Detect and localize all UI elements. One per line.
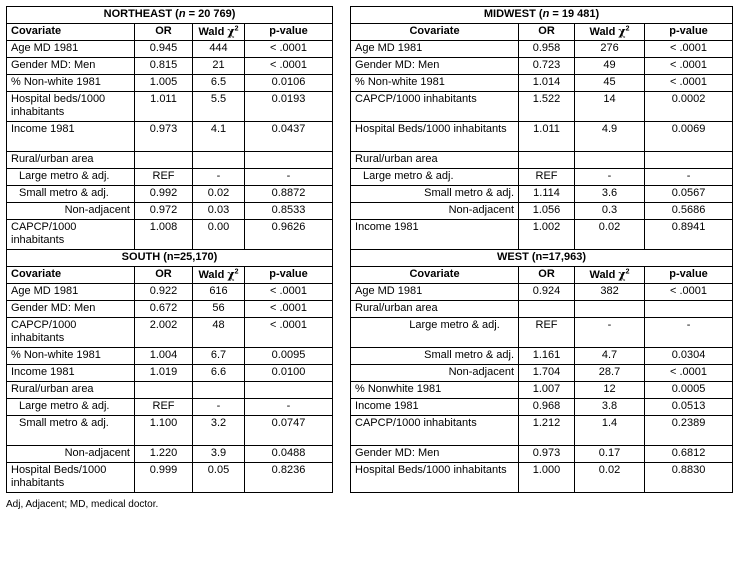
column-gap [333, 220, 351, 250]
midwest-wald-cell: - [575, 169, 645, 186]
west-or-cell: 1.007 [519, 382, 575, 399]
header-covariate: Covariate [7, 267, 135, 284]
chi-superscript: 2 [234, 25, 239, 33]
west-or-cell: 1.704 [519, 365, 575, 382]
chi-symbol: χ [618, 25, 626, 38]
west-or-cell [519, 301, 575, 318]
midwest-wald-cell: 49 [575, 58, 645, 75]
south-covariate-cell: Rural/urban area [7, 382, 135, 399]
column-gap [333, 463, 351, 493]
northeast-or-cell: 0.945 [135, 41, 193, 58]
west-covariate-cell: Rural/urban area [351, 301, 519, 318]
west-wald-cell: 382 [575, 284, 645, 301]
west-covariate-cell: Non-adjacent [351, 365, 519, 382]
west-covariate-cell: Income 1981 [351, 399, 519, 416]
midwest-or-cell: 1.014 [519, 75, 575, 92]
header-covariate: Covariate [351, 267, 519, 284]
south-or-cell: 2.002 [135, 318, 193, 348]
midwest-p-value-cell: - [645, 169, 733, 186]
west-or-cell: 0.968 [519, 399, 575, 416]
midwest-covariate-cell: % Non-white 1981 [351, 75, 519, 92]
northeast-wald-cell: 0.00 [193, 220, 245, 250]
northeast-p-value-cell: < .0001 [245, 41, 333, 58]
midwest-covariate-cell: Rural/urban area [351, 152, 519, 169]
header-p-value: p-value [645, 267, 733, 284]
south-covariate-cell: Age MD 1981 [7, 284, 135, 301]
chi-superscript: 2 [625, 268, 630, 276]
west-or-cell: 1.000 [519, 463, 575, 493]
west-or-cell: REF [519, 318, 575, 348]
west-or-cell: 1.161 [519, 348, 575, 365]
south-or-cell: 0.672 [135, 301, 193, 318]
northeast-covariate-cell: Gender MD: Men [7, 58, 135, 75]
south-wald-cell: 0.05 [193, 463, 245, 493]
midwest-covariate-cell: Large metro & adj. [351, 169, 519, 186]
midwest-wald-cell: 276 [575, 41, 645, 58]
south-p-value-cell: < .0001 [245, 301, 333, 318]
column-gap [333, 446, 351, 463]
column-gap [333, 318, 351, 348]
column-gap [333, 24, 351, 41]
header-or: OR [519, 267, 575, 284]
south-p-value-cell: 0.0095 [245, 348, 333, 365]
chi-symbol: χ [618, 268, 626, 281]
midwest-p-value-cell: 0.5686 [645, 203, 733, 220]
northeast-covariate-cell: Age MD 1981 [7, 41, 135, 58]
northeast-or-cell [135, 152, 193, 169]
west-p-value-cell: 0.0005 [645, 382, 733, 399]
south-or-cell: 1.220 [135, 446, 193, 463]
midwest-or-cell: REF [519, 169, 575, 186]
midwest-p-value-cell [645, 152, 733, 169]
midwest-covariate-cell: Hospital Beds/1000 inhabitants [351, 122, 519, 152]
northeast-wald-cell: 0.02 [193, 186, 245, 203]
south-or-cell: 1.100 [135, 416, 193, 446]
south-p-value-cell: 0.8236 [245, 463, 333, 493]
south-wald-cell: 56 [193, 301, 245, 318]
table-wrapper [6, 6, 732, 510]
northeast-wald-cell: 444 [193, 41, 245, 58]
northeast-covariate-cell: Small metro & adj. [7, 186, 135, 203]
midwest-wald-cell: 0.3 [575, 203, 645, 220]
midwest-p-value-cell: 0.0567 [645, 186, 733, 203]
column-gap [333, 348, 351, 365]
midwest-covariate-cell: Non-adjacent [351, 203, 519, 220]
northeast-covariate-cell: CAPCP/1000 inhabitants [7, 220, 135, 250]
northeast-or-cell: 0.972 [135, 203, 193, 220]
northeast-p-value-cell: 0.9626 [245, 220, 333, 250]
header-or: OR [135, 267, 193, 284]
northeast-covariate-cell: Rural/urban area [7, 152, 135, 169]
regional-covariates-table [6, 6, 733, 493]
midwest-covariate-cell: Small metro & adj. [351, 186, 519, 203]
header-covariate: Covariate [351, 24, 519, 41]
northeast-covariate-cell: Income 1981 [7, 122, 135, 152]
column-gap [333, 41, 351, 58]
south-wald-cell: 3.2 [193, 416, 245, 446]
northeast-wald-cell: - [193, 169, 245, 186]
south-or-cell: 0.922 [135, 284, 193, 301]
chi-symbol: χ [227, 268, 235, 281]
header-wald [575, 267, 645, 284]
column-gap [333, 169, 351, 186]
west-covariate-cell: Gender MD: Men [351, 446, 519, 463]
northeast-wald-cell: 21 [193, 58, 245, 75]
column-gap [333, 75, 351, 92]
northeast-or-cell: 0.992 [135, 186, 193, 203]
northeast-or-cell: 0.815 [135, 58, 193, 75]
northeast-covariate-cell: % Non-white 1981 [7, 75, 135, 92]
footnote: Adj, Adjacent; MD, medical doctor. [6, 499, 159, 510]
south-wald-cell: 616 [193, 284, 245, 301]
midwest-wald-cell [575, 152, 645, 169]
northeast-covariate-cell: Large metro & adj. [7, 169, 135, 186]
midwest-covariate-cell: Age MD 1981 [351, 41, 519, 58]
south-title: SOUTH (n=25,170) [7, 250, 333, 267]
west-wald-cell: 0.02 [575, 463, 645, 493]
header-p-value: p-value [245, 24, 333, 41]
header-covariate: Covariate [7, 24, 135, 41]
midwest-or-cell [519, 152, 575, 169]
west-p-value-cell: 0.6812 [645, 446, 733, 463]
south-wald-cell: 6.6 [193, 365, 245, 382]
header-or: OR [519, 24, 575, 41]
west-wald-cell: 1.4 [575, 416, 645, 446]
west-title: WEST (n=17,963) [351, 250, 733, 267]
column-gap [333, 186, 351, 203]
header-wald-label: Wald [589, 269, 619, 281]
midwest-wald-cell: 3.6 [575, 186, 645, 203]
midwest-p-value-cell: 0.8941 [645, 220, 733, 250]
column-gap [333, 284, 351, 301]
column-gap [333, 301, 351, 318]
column-gap [333, 203, 351, 220]
northeast-wald-cell: 5.5 [193, 92, 245, 122]
northeast-p-value-cell: 0.8872 [245, 186, 333, 203]
midwest-p-value-cell: < .0001 [645, 75, 733, 92]
northeast-or-cell: 1.011 [135, 92, 193, 122]
column-gap [333, 416, 351, 446]
south-covariate-cell: % Non-white 1981 [7, 348, 135, 365]
south-p-value-cell: 0.0100 [245, 365, 333, 382]
header-wald-label: Wald [198, 269, 228, 281]
northeast-p-value-cell: 0.8533 [245, 203, 333, 220]
south-or-cell [135, 382, 193, 399]
column-gap [333, 7, 351, 24]
midwest-wald-cell: 0.02 [575, 220, 645, 250]
midwest-covariate-cell: Income 1981 [351, 220, 519, 250]
west-covariate-cell: Hospital Beds/1000 inhabitants [351, 463, 519, 493]
northeast-p-value-cell: 0.0193 [245, 92, 333, 122]
west-wald-cell [575, 301, 645, 318]
northeast-or-cell: 1.005 [135, 75, 193, 92]
west-or-cell: 0.973 [519, 446, 575, 463]
south-covariate-cell: Gender MD: Men [7, 301, 135, 318]
west-or-cell: 0.924 [519, 284, 575, 301]
south-p-value-cell: - [245, 399, 333, 416]
south-or-cell: 1.019 [135, 365, 193, 382]
south-covariate-cell: CAPCP/1000 inhabitants [7, 318, 135, 348]
midwest-p-value-cell: 0.0069 [645, 122, 733, 152]
west-covariate-cell: % Nonwhite 1981 [351, 382, 519, 399]
header-wald-label: Wald [589, 26, 619, 38]
south-wald-cell: 6.7 [193, 348, 245, 365]
west-p-value-cell: 0.8830 [645, 463, 733, 493]
west-p-value-cell: - [645, 318, 733, 348]
midwest-wald-cell: 45 [575, 75, 645, 92]
midwest-covariate-cell: Gender MD: Men [351, 58, 519, 75]
west-or-cell: 1.212 [519, 416, 575, 446]
midwest-p-value-cell: < .0001 [645, 58, 733, 75]
south-covariate-cell: Large metro & adj. [7, 399, 135, 416]
midwest-n-value: = 19 481) [549, 8, 600, 20]
west-p-value-cell: < .0001 [645, 365, 733, 382]
west-wald-cell: 0.17 [575, 446, 645, 463]
northeast-p-value-cell: 0.0437 [245, 122, 333, 152]
west-wald-cell: 3.8 [575, 399, 645, 416]
midwest-title: MIDWEST (n = 19 481) [351, 7, 733, 24]
south-p-value-cell [245, 382, 333, 399]
south-p-value-cell: 0.0747 [245, 416, 333, 446]
west-p-value-cell: 0.0304 [645, 348, 733, 365]
south-or-cell: 1.004 [135, 348, 193, 365]
chi-superscript: 2 [625, 25, 630, 33]
west-p-value-cell: 0.2389 [645, 416, 733, 446]
chi-symbol: χ [227, 25, 235, 38]
midwest-p-value-cell: 0.0002 [645, 92, 733, 122]
midwest-wald-cell: 14 [575, 92, 645, 122]
west-wald-cell: - [575, 318, 645, 348]
midwest-or-cell: 1.056 [519, 203, 575, 220]
northeast-p-value-cell: 0.0106 [245, 75, 333, 92]
chi-superscript: 2 [234, 268, 239, 276]
northeast-wald-cell [193, 152, 245, 169]
south-wald-cell: 48 [193, 318, 245, 348]
northeast-region-name: NORTHEAST [103, 8, 173, 20]
header-p-value: p-value [245, 267, 333, 284]
midwest-n-label: n [542, 8, 550, 20]
midwest-or-cell: 0.958 [519, 41, 575, 58]
midwest-covariate-cell: CAPCP/1000 inhabitants [351, 92, 519, 122]
column-gap [333, 365, 351, 382]
northeast-wald-cell: 0.03 [193, 203, 245, 220]
northeast-wald-cell: 6.5 [193, 75, 245, 92]
west-p-value-cell: 0.0513 [645, 399, 733, 416]
column-gap [333, 122, 351, 152]
west-covariate-cell: CAPCP/1000 inhabitants [351, 416, 519, 446]
south-wald-cell [193, 382, 245, 399]
northeast-n-label: n [178, 8, 186, 20]
column-gap [333, 267, 351, 284]
south-wald-cell: - [193, 399, 245, 416]
header-wald [193, 267, 245, 284]
west-wald-cell: 12 [575, 382, 645, 399]
midwest-or-cell: 1.114 [519, 186, 575, 203]
south-p-value-cell: 0.0488 [245, 446, 333, 463]
south-covariate-cell: Hospital Beds/1000 inhabitants [7, 463, 135, 493]
northeast-p-value-cell [245, 152, 333, 169]
west-covariate-cell: Large metro & adj. [351, 318, 519, 348]
northeast-or-cell: 1.008 [135, 220, 193, 250]
midwest-p-value-cell: < .0001 [645, 41, 733, 58]
west-covariate-cell: Age MD 1981 [351, 284, 519, 301]
midwest-or-cell: 1.011 [519, 122, 575, 152]
midwest-or-cell: 0.723 [519, 58, 575, 75]
west-p-value-cell: < .0001 [645, 284, 733, 301]
west-covariate-cell: Small metro & adj. [351, 348, 519, 365]
south-covariate-cell: Income 1981 [7, 365, 135, 382]
northeast-n-value: = 20 769) [185, 8, 236, 20]
south-or-cell: REF [135, 399, 193, 416]
column-gap [333, 152, 351, 169]
column-gap [333, 382, 351, 399]
column-gap [333, 92, 351, 122]
column-gap [333, 399, 351, 416]
header-p-value: p-value [645, 24, 733, 41]
northeast-or-cell: REF [135, 169, 193, 186]
west-wald-cell: 4.7 [575, 348, 645, 365]
south-p-value-cell: < .0001 [245, 318, 333, 348]
south-wald-cell: 3.9 [193, 446, 245, 463]
northeast-covariate-cell: Non-adjacent [7, 203, 135, 220]
column-gap [333, 58, 351, 75]
header-wald-label: Wald [198, 26, 228, 38]
northeast-wald-cell: 4.1 [193, 122, 245, 152]
south-p-value-cell: < .0001 [245, 284, 333, 301]
northeast-or-cell: 0.973 [135, 122, 193, 152]
header-wald [193, 24, 245, 41]
header-wald [575, 24, 645, 41]
west-p-value-cell [645, 301, 733, 318]
northeast-covariate-cell: Hospital beds/1000 inhabitants [7, 92, 135, 122]
northeast-title: NORTHEAST (n = 20 769) [7, 7, 333, 24]
northeast-p-value-cell: < .0001 [245, 58, 333, 75]
midwest-wald-cell: 4.9 [575, 122, 645, 152]
south-covariate-cell: Small metro & adj. [7, 416, 135, 446]
west-wald-cell: 28.7 [575, 365, 645, 382]
northeast-p-value-cell: - [245, 169, 333, 186]
midwest-or-cell: 1.002 [519, 220, 575, 250]
midwest-or-cell: 1.522 [519, 92, 575, 122]
south-covariate-cell: Non-adjacent [7, 446, 135, 463]
header-or: OR [135, 24, 193, 41]
column-gap [333, 250, 351, 267]
south-or-cell: 0.999 [135, 463, 193, 493]
midwest-region-name: MIDWEST [483, 8, 536, 20]
